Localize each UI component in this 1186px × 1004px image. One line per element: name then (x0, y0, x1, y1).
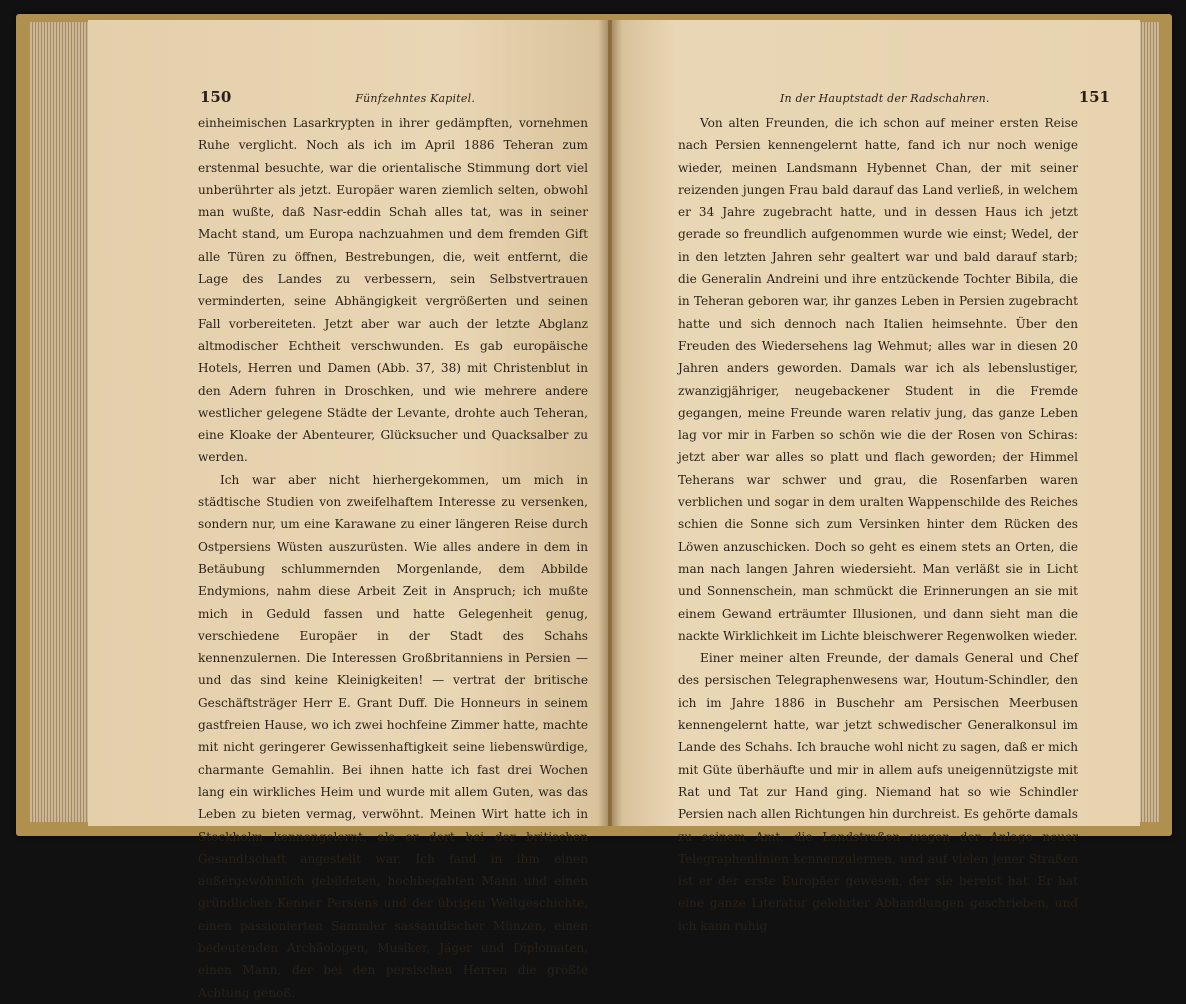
book-gutter (598, 20, 622, 826)
left-page (88, 20, 608, 1000)
right-page-body (678, 112, 1078, 937)
paragraph: Ich war aber nicht hierhergekommen, um mich in städtische Studien von zweifelhaftem Interesse zu versenken, sondern nur, um eine Karawane zu einer längeren Reise durch Ostpersiens Wüsten auszurüsten. Wie alles andere in dem in Betäubung schlummernden Morgenlande, dem Abbilde Endymions, nahm diese Arbeit Zeit in Anspruch; ich mußte mich in Geduld fassen und hatte Gelegenheit genug, verschiedene Europäer in der Stadt des Schahs kennenzulernen. Die Interessen Großbritanniens in Persien — und das sind keine Kleinigkeiten! — vertrat der britische Geschäftsträger Herr E. Grant Duff. Die Honneurs in seinem gastfreien Hause, wo ich zwei hochfeine Zimmer hatte, machte mit nicht geringerer Gewissenhaftigkeit seine liebenswürdige, charmante Gemahlin. Bei ihnen hatte ich fast drei Wochen lang ein wirkliches Heim und wurde mit allem Guten, was das Leben zu bieten vermag, verwöhnt. Meinen Wirt hatte ich in Stockholm kennengelernt, als er dort bei der britischen Gesandtschaft angestellt war. Ich fand in ihm einen außergewöhnlich gebildeten, hochbegabten Mann und einen gründlichen Kenner Persiens und der übrigen Weltgeschichte, einen passionierten Sammler sassanidischer Münzen, einen bedeutenden Archäologen, Musiker, Jäger und Diplomaten, einen Mann, der bei den persischen Herren die größte Achtung genoß. (198, 472, 588, 1000)
paragraph: einheimischen Lasarkrypten in ihrer gedämpften, vornehmen Ruhe verglicht. Noch als ich im April 1886 Teheran zum erstenmal besuchte, war die orientalische Stimmung dort viel unberührter als jetzt. Europäer waren ziemlich selten, obwohl man wußte, daß Nasr-eddin Schah alles tat, was in seiner Macht stand, um Europa nachzuahmen und dem fremden Gift alle Türen zu öffnen, Bestrebungen, die, weit entfernt, die Lage des Landes zu verbessern, sein Selbstvertrauen verminderten, seine Abhängigkeit vergrößerten und seinen Fall vorbereiteten. Jetzt aber war auch der letzte Abglanz altmodischer Echtheit verschwunden. Es gab europäische Hotels, Herren und Damen (Abb. 37, 38) mit Christenblut in den Adern fuhren in Droschken, und wie mehrere andere westlicher gelegene Städte der Levante, drohte auch Teheran, eine Kloake der Abenteurer, Glücksucher und Quacksalber zu werden. (198, 116, 588, 465)
left-page-body (198, 112, 588, 1004)
page-number: 151 (1078, 88, 1110, 106)
page-number: 150 (200, 88, 232, 106)
right-page (612, 20, 1140, 933)
left-page-header (200, 88, 588, 108)
right-page-header (780, 88, 1110, 108)
paragraph: Einer meiner alten Freunde, der damals General und Chef des persischen Telegraphenwesens war, Houtum-Schindler, den ich im Jahre 1886 in Buschehr am Persischen Meerbusen kennengelernt hatte, war jetzt schwedischer Generalkonsul im Lande des Schahs. Ich brauche wohl nicht zu sagen, daß er mich mit Güte überhäufte und mir in allem aufs uneigennützigste mit Rat und Tat zur Hand ging. Niemand hat so wie Schindler Persien nach allen Richtungen hin durchreist. Es gehörte damals zu seinem Amt, die Landstraßen wegen der Anlage neuer Telegraphenlinien kennenzulernen, und auf vielen jener Straßen ist er der erste Europäer gewesen, der sie bereist hat. Er hat eine ganze Literatur gelehrter Abhandlungen geschrieben, und ich kann ruhig (678, 651, 1078, 933)
paragraph: Von alten Freunden, die ich schon auf meiner ersten Reise nach Persien kennengelernt hatte, fand ich nur noch wenige wieder, meinen Landsmann Hybennet Chan, der mit seiner reizenden jungen Frau bald darauf das Land verließ, in welchem er 34 Jahre zugebracht hatte, und in dessen Haus ich jetzt gerade so freundlich aufgenommen wurde wie einst; Wedel, der in den letzten Jahren sehr gealtert war und bald darauf starb; die Generalin Andreini und ihre entzückende Tochter Bibila, die in Teheran geboren war, ihr ganzes Leben in Persien zugebracht hatte und sich dennoch nach Italien heimsehnte. Über den Freuden des Wiedersehens lag Wehmut; alles war in diesen 20 Jahren anders geworden. Damals war ich als lebenslustiger, zwanzigjähriger, neugebackener Student in die Fremde gegangen, meine Freunde waren relativ jung, das ganze Leben lag vor mir in Farben so schön wie die der Rosen von Schiras: jetzt aber war alles so platt und flach geworden; der Himmel Teherans war schwer und grau, die Rosenfarben waren verblichen und sogar in dem uralten Wappenschilde des Reiches schien die Sonne sich zum Versinken hinter dem Rücken des Löwen anzuschicken. Doch so geht es einem stets an Orten, die man nach langen Jahren wiedersieht. Man verläßt sie in Licht und Sonnenschein, man schmückt die Erinnerungen an sie mit einem Gewand erträumter Illusionen, und dann sieht man die nackte Wirklichkeit im Lichte bleischwerer Regenwolken wieder. (678, 116, 1078, 643)
running-head: In der Hauptstadt der Radschahren. (780, 92, 990, 105)
page-edges-left (30, 22, 90, 822)
running-head: Fünfzehntes Kapitel. (355, 92, 476, 105)
